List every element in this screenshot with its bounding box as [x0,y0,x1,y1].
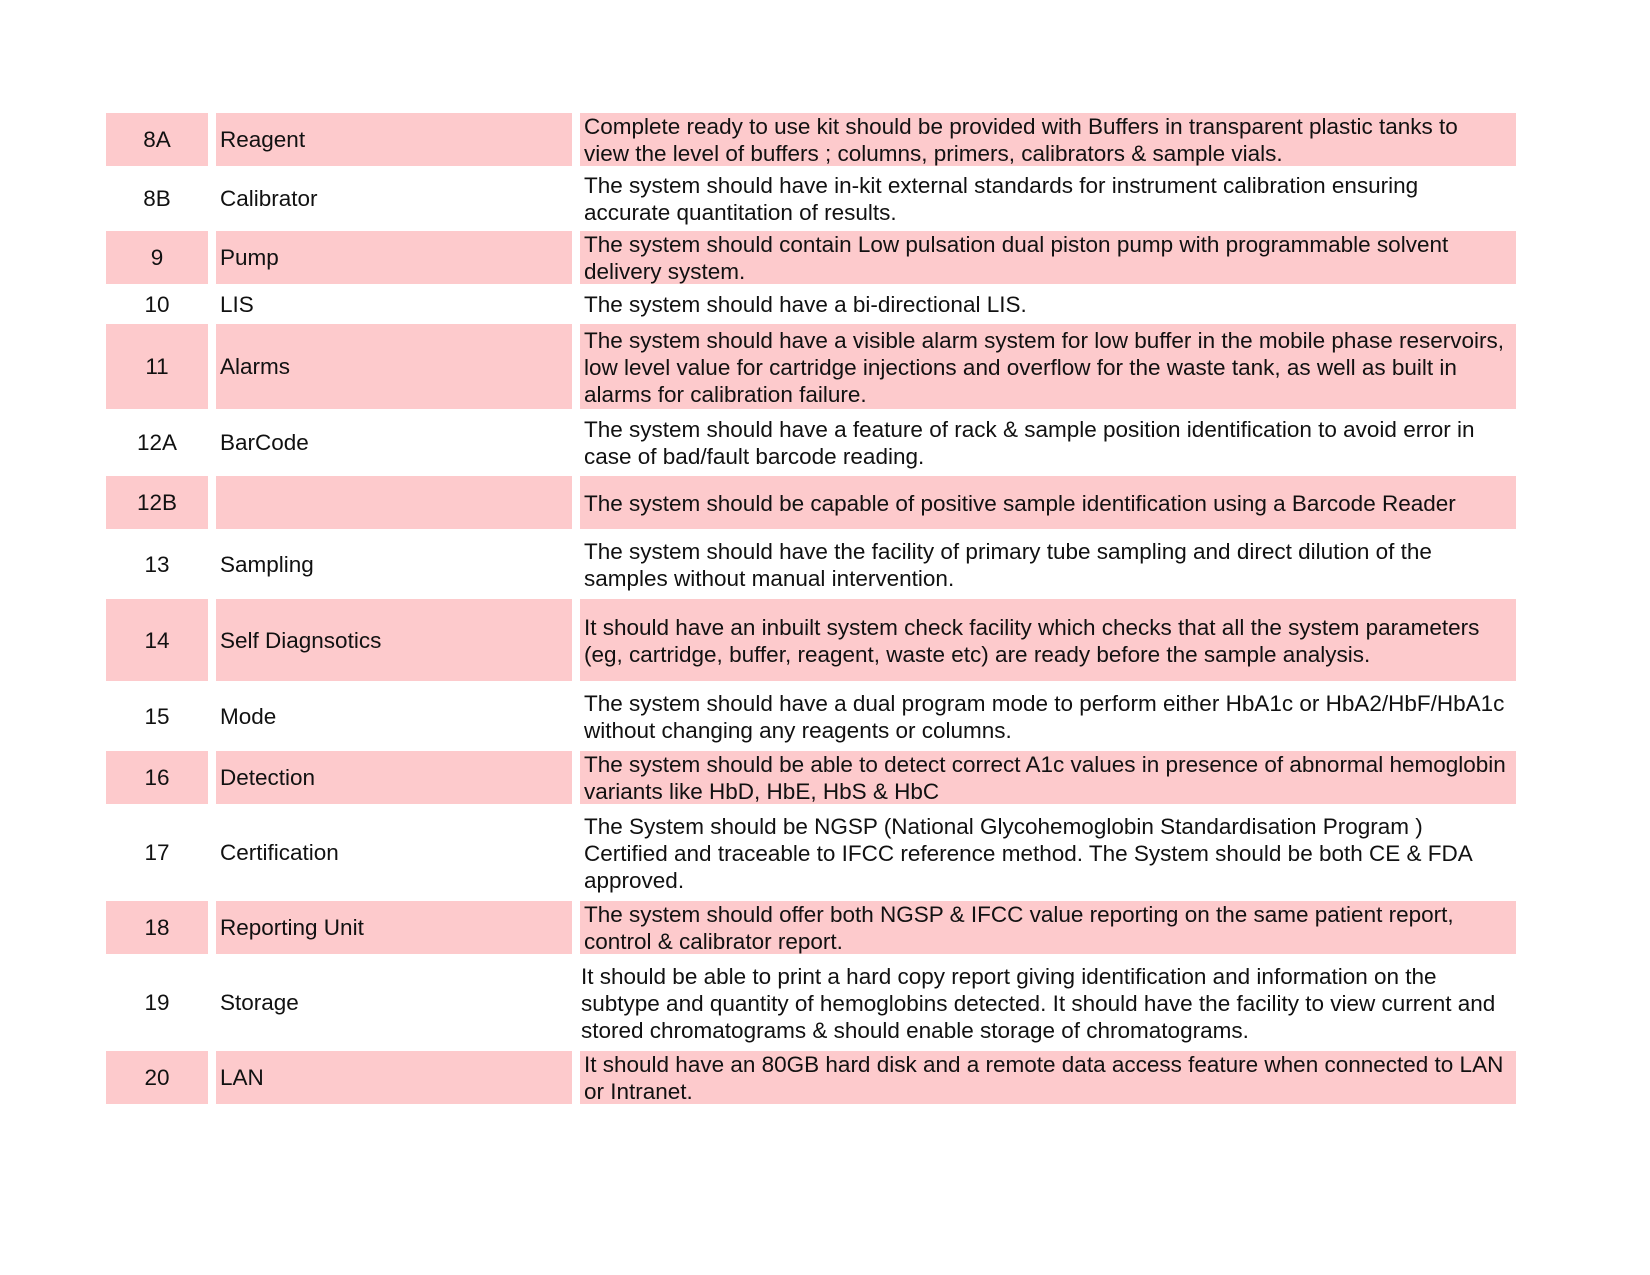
requirement-description: The system should offer both NGSP & IFCC value reporting on the same patient report, control & calibrator report. [580,901,1516,954]
table-row [106,960,1516,1045]
table-row [106,810,1516,895]
requirement-description: It should have an 80GB hard disk and a remote data access feature when connected to LAN or Intranet. [580,1051,1516,1104]
requirement-description: The system should have a bi-directional LIS. [584,292,1027,317]
parameter-name: BarCode [220,430,309,455]
requirement-description: It should have an inbuilt system check facility which checks that all the system parameters (eg, cartridge, buffer, reagent, waste etc) are ready before the sample analysis. [580,599,1516,681]
parameter-name: Reagent [216,113,572,166]
requirement-description: Complete ready to use kit should be provided with Buffers in transparent plastic tanks to view the level of buffers ; columns, primers, calibrators & sample vials. [580,113,1516,166]
table-row [106,1051,1516,1104]
requirement-description: The system should be capable of positive sample identification using a Barcode Reader [580,476,1516,529]
requirement-description: The system should have the facility of primary tube sampling and direct dilution of the samples without manual intervention. [584,538,1432,591]
table-row [106,172,1516,225]
specification-table [106,113,1516,1110]
row-number: 20 [106,1051,208,1104]
row-number: 19 [144,990,170,1015]
parameter-name: Calibrator [220,186,318,211]
requirement-description: The System should be NGSP (National Glycohemoglobin Standardisation Program ) Certified and traceable to IFCC reference method. The System should be both CE & FDA approved. [584,813,1472,893]
parameter-name: Storage [220,990,299,1015]
table-row [106,687,1516,745]
table-row [106,290,1516,318]
table-row [106,901,1516,954]
row-number: 18 [106,901,208,954]
table-row [106,751,1516,804]
requirement-description: The system should contain Low pulsation dual piston pump with programmable solvent delivery system. [580,231,1516,284]
parameter-name: Reporting Unit [216,901,572,954]
row-number: 8A [106,113,208,166]
table-row [106,535,1516,593]
requirement-description: The system should have in-kit external standards for instrument calibration ensuring accurate quantitation of results. [584,173,1419,225]
parameter-name: Sampling [220,551,314,577]
parameter-name: Mode [220,703,277,729]
parameter-name: Detection [216,751,572,804]
parameter-name [216,476,572,529]
parameter-name: Self Diagnsotics [216,599,572,681]
row-number: 16 [106,751,208,804]
parameter-name: Pump [216,231,572,284]
requirement-description: The system should have a visible alarm system for low buffer in the mobile phase reservoirs, low level value for cartridge injections and overflow for the waste tank, as well as built in alarms for calibration failure. [580,324,1516,409]
parameter-name: LIS [220,291,254,317]
table-row [106,324,1516,409]
row-number: 11 [106,324,208,409]
requirement-description: The system should be able to detect correct A1c values in presence of abnormal hemoglobin variants like HbD, HbE, HbS & HbC [580,751,1516,804]
table-row [106,231,1516,284]
row-number: 12B [106,476,208,529]
row-number: 10 [144,291,170,317]
row-number: 13 [144,551,170,577]
row-number: 9 [106,231,208,284]
table-row [106,599,1516,681]
parameter-name: LAN [216,1051,572,1104]
table-row [106,476,1516,529]
parameter-name: Certification [220,840,339,865]
table-row [106,113,1516,166]
requirement-description: The system should have a dual program mode to perform either HbA1c or HbA2/HbF/HbA1c without changing any reagents or columns. [584,690,1505,743]
requirement-description: The system should have a feature of rack & sample position identification to avoid error in case of bad/fault barcode reading. [584,417,1475,469]
parameter-name: Alarms [216,324,572,409]
requirement-description: It should be able to print a hard copy report giving identification and information on the subtype and quantity of hemoglobins detected. It should have the facility to view current and stored chromatograms & should enable storage of chromatograms. [581,963,1496,1043]
table-row [106,415,1516,470]
row-number: 17 [144,840,170,865]
row-number: 15 [144,703,170,729]
row-number: 14 [106,599,208,681]
row-number: 12A [136,430,178,455]
row-number: 8B [143,186,171,211]
